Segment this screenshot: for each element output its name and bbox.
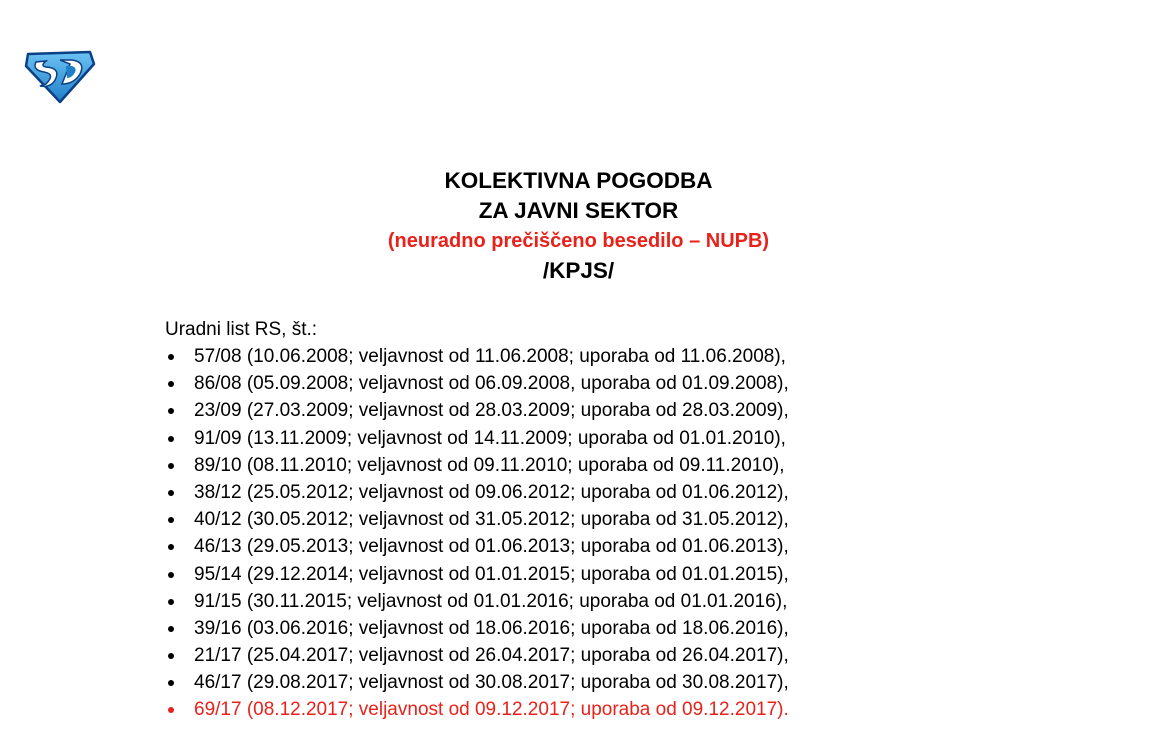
document-title-line-2: ZA JAVNI SEKTOR — [478, 198, 679, 223]
gazette-list-item — [165, 669, 789, 696]
bullet-icon — [168, 517, 174, 523]
gazette-list-item — [165, 561, 789, 588]
gazette-list-item — [165, 615, 789, 642]
gazette-entry-text: 91/09 (13.11.2009; veljavnost od 14.11.2009; uporaba od 01.01.2010), — [194, 427, 786, 449]
bullet-icon — [168, 599, 174, 605]
bullet-icon — [168, 707, 174, 713]
gazette-list-item — [165, 425, 789, 452]
bullet-icon — [168, 572, 174, 578]
gazette-entry-text: 57/08 (10.06.2008; veljavnost od 11.06.2008; uporaba od 11.06.2008), — [194, 346, 786, 367]
gazette-list-item — [165, 397, 789, 424]
gazette-entry-text: 69/17 (08.12.2017; veljavnost od 09.12.2017; uporaba od 09.12.2017). — [194, 699, 789, 721]
bullet-icon — [168, 490, 174, 496]
document-title-block — [0, 166, 1157, 286]
gazette-list-item — [165, 533, 789, 560]
gazette-list-item — [165, 696, 789, 723]
gazette-entry-text: 40/12 (30.05.2012; veljavnost od 31.05.2012; uporaba od 31.05.2012), — [194, 509, 789, 531]
gazette-list-item — [165, 588, 789, 615]
bullet-icon — [168, 680, 174, 686]
gazette-list-item — [165, 452, 789, 479]
document-subtitle: (neuradno prečiščeno besedilo – NUPB) — [387, 230, 770, 252]
gazette-entry-text: 89/10 (08.11.2010; veljavnost od 09.11.2010; uporaba od 09.11.2010), — [194, 454, 785, 476]
gazette-entry-text: 46/17 (29.08.2017; veljavnost od 30.08.2017; uporaba od 30.08.2017), — [194, 672, 789, 694]
document-title-line-1: KOLEKTIVNA POGODBA — [444, 168, 713, 193]
gazette-list-item — [165, 642, 789, 669]
gazette-list-item — [165, 479, 789, 506]
gazette-list-item — [165, 343, 789, 370]
gazette-entry-text: 38/12 (25.05.2012; veljavnost od 09.06.2012; uporaba od 01.06.2012), — [194, 481, 789, 503]
gazette-list-item — [165, 370, 789, 397]
bullet-icon — [168, 354, 174, 360]
bullet-icon — [168, 653, 174, 659]
bullet-icon — [168, 463, 174, 469]
gazette-entry-text: 95/14 (29.12.2014; veljavnost od 01.01.2015; uporaba od 01.01.2015), — [194, 563, 789, 585]
bullet-icon — [168, 381, 174, 387]
bullet-icon — [168, 626, 174, 632]
gazette-entry-text: 39/16 (03.06.2016; veljavnost od 18.06.2016; uporaba od 18.06.2016), — [194, 617, 789, 639]
union-logo-icon — [22, 48, 96, 104]
gazette-entry-text: 46/13 (29.05.2013; veljavnost od 01.06.2013; uporaba od 01.06.2013), — [194, 536, 789, 558]
gazette-entry-text: 91/15 (30.11.2015; veljavnost od 01.01.2016; uporaba od 01.01.2016), — [194, 590, 788, 612]
document-abbreviation: /KPJS/ — [542, 258, 615, 283]
bullet-icon — [168, 436, 174, 442]
gazette-list-item — [165, 506, 789, 533]
gazette-entry-text: 21/17 (25.04.2017; veljavnost od 26.04.2017; uporaba od 26.04.2017), — [194, 645, 789, 667]
gazette-list — [165, 343, 789, 724]
gazette-entry-text: 23/09 (27.03.2009; veljavnost od 28.03.2009; uporaba od 28.03.2009), — [194, 400, 789, 422]
bullet-icon — [168, 408, 174, 414]
gazette-intro: Uradni list RS, št.: — [165, 319, 318, 340]
bullet-icon — [168, 544, 174, 550]
gazette-entry-text: 86/08 (05.09.2008; veljavnost od 06.09.2008, uporaba od 01.09.2008), — [194, 373, 789, 395]
